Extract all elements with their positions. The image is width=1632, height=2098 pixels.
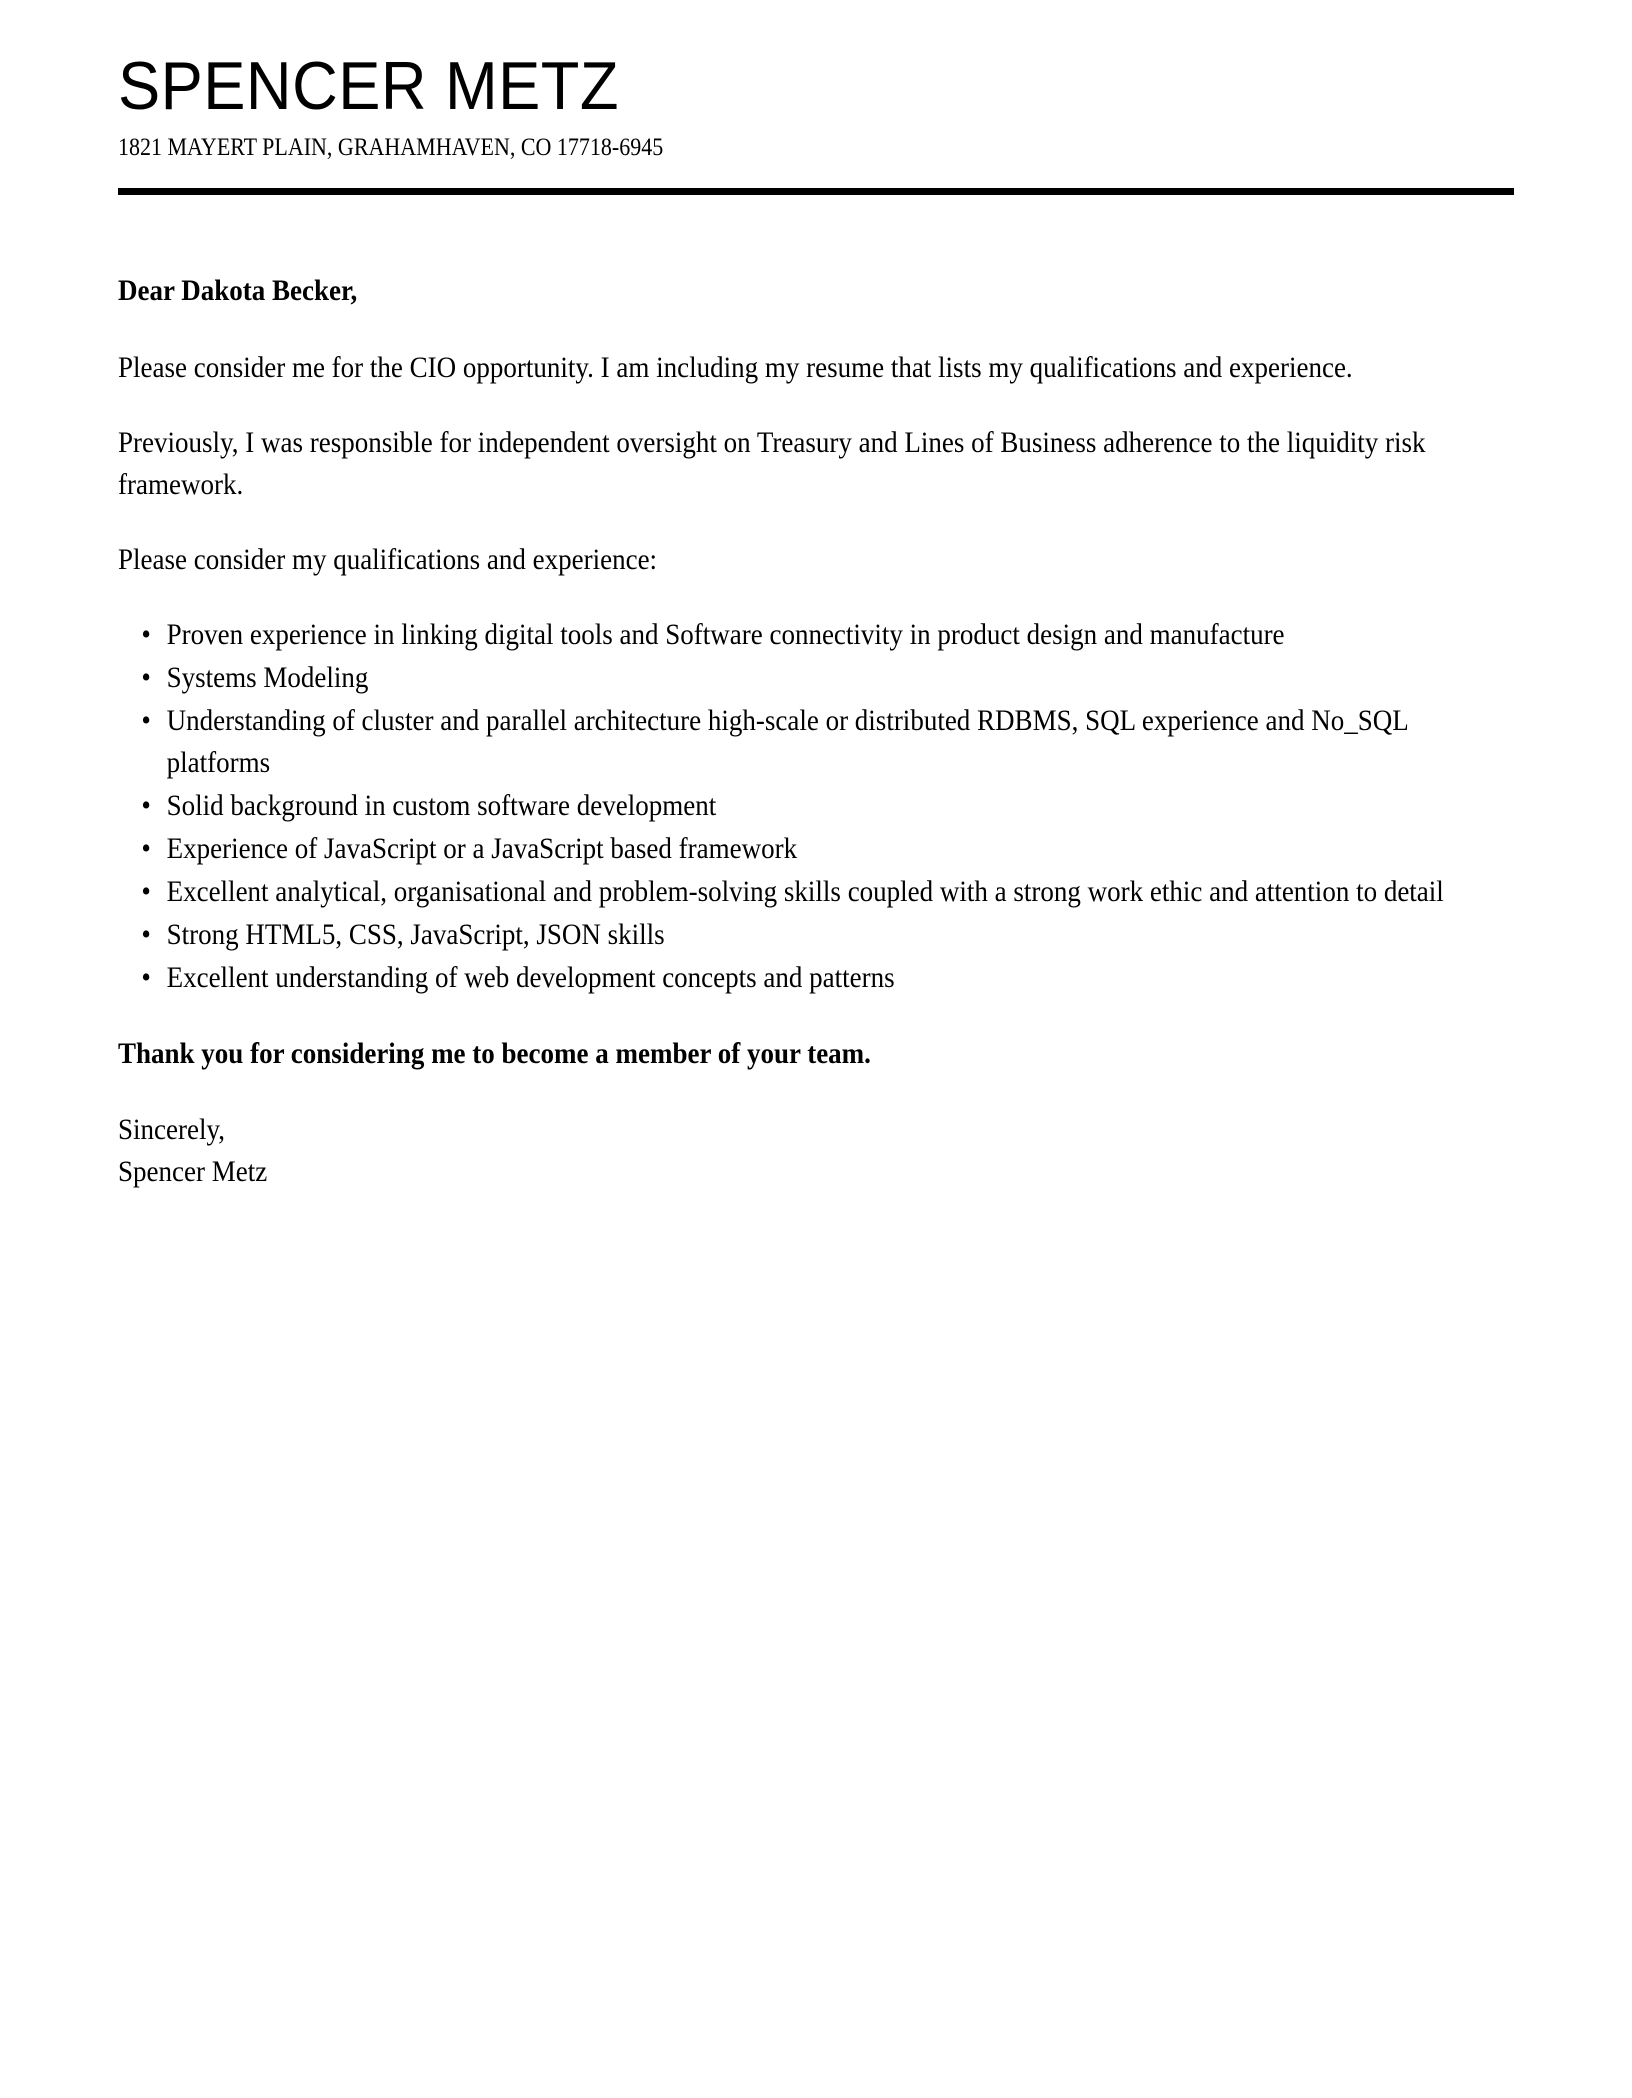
body-paragraph-3: Please consider my qualifications and experience: (118, 543, 658, 576)
salutation: Dear Dakota Becker, (118, 273, 358, 307)
signature-block (118, 1109, 1342, 1193)
candidate-address: 1821 MAYERT PLAIN, GRAHAMHAVEN, CO 17718-6945 (118, 134, 664, 161)
body-paragraph-2: Previously, I was responsible for independent oversight on Treasury and Lines of Business adherence to the liquidity risk framework. (118, 426, 1426, 501)
list-item: • Strong HTML5, CSS, JavaScript, JSON skills (118, 914, 1468, 956)
body-paragraph-1: Please consider me for the CIO opportunity. I am including my resume that lists my qualifications and experience. (118, 351, 1353, 384)
list-item: • Proven experience in linking digital tools and Software connectivity in product design and manufacture (118, 614, 1468, 656)
list-item: • Experience of JavaScript or a JavaScript based framework (118, 828, 1468, 870)
closing-statement: Thank you for considering me to become a member of your team. (118, 1037, 871, 1070)
letter-header (118, 0, 1514, 195)
header-divider-rule (118, 188, 1514, 195)
list-item: • Excellent understanding of web development concepts and patterns (118, 957, 1468, 999)
signature-name: Spencer Metz (118, 1155, 268, 1188)
sign-off: Sincerely, (118, 1113, 225, 1146)
list-item: • Understanding of cluster and parallel architecture high-scale or distributed RDBMS, SQL experience and No_SQL platforms (118, 700, 1468, 784)
qualifications-list (118, 614, 1468, 999)
letter-sheet (118, 0, 1514, 1193)
list-item: • Solid background in custom software development (118, 785, 1468, 827)
list-item: • Systems Modeling (118, 657, 1468, 699)
list-item: • Excellent analytical, organisational and problem-solving skills coupled with a strong work ethic and attention to detail (118, 871, 1468, 913)
candidate-name: SPENCER METZ (118, 48, 620, 124)
letter-body (118, 195, 1478, 1194)
